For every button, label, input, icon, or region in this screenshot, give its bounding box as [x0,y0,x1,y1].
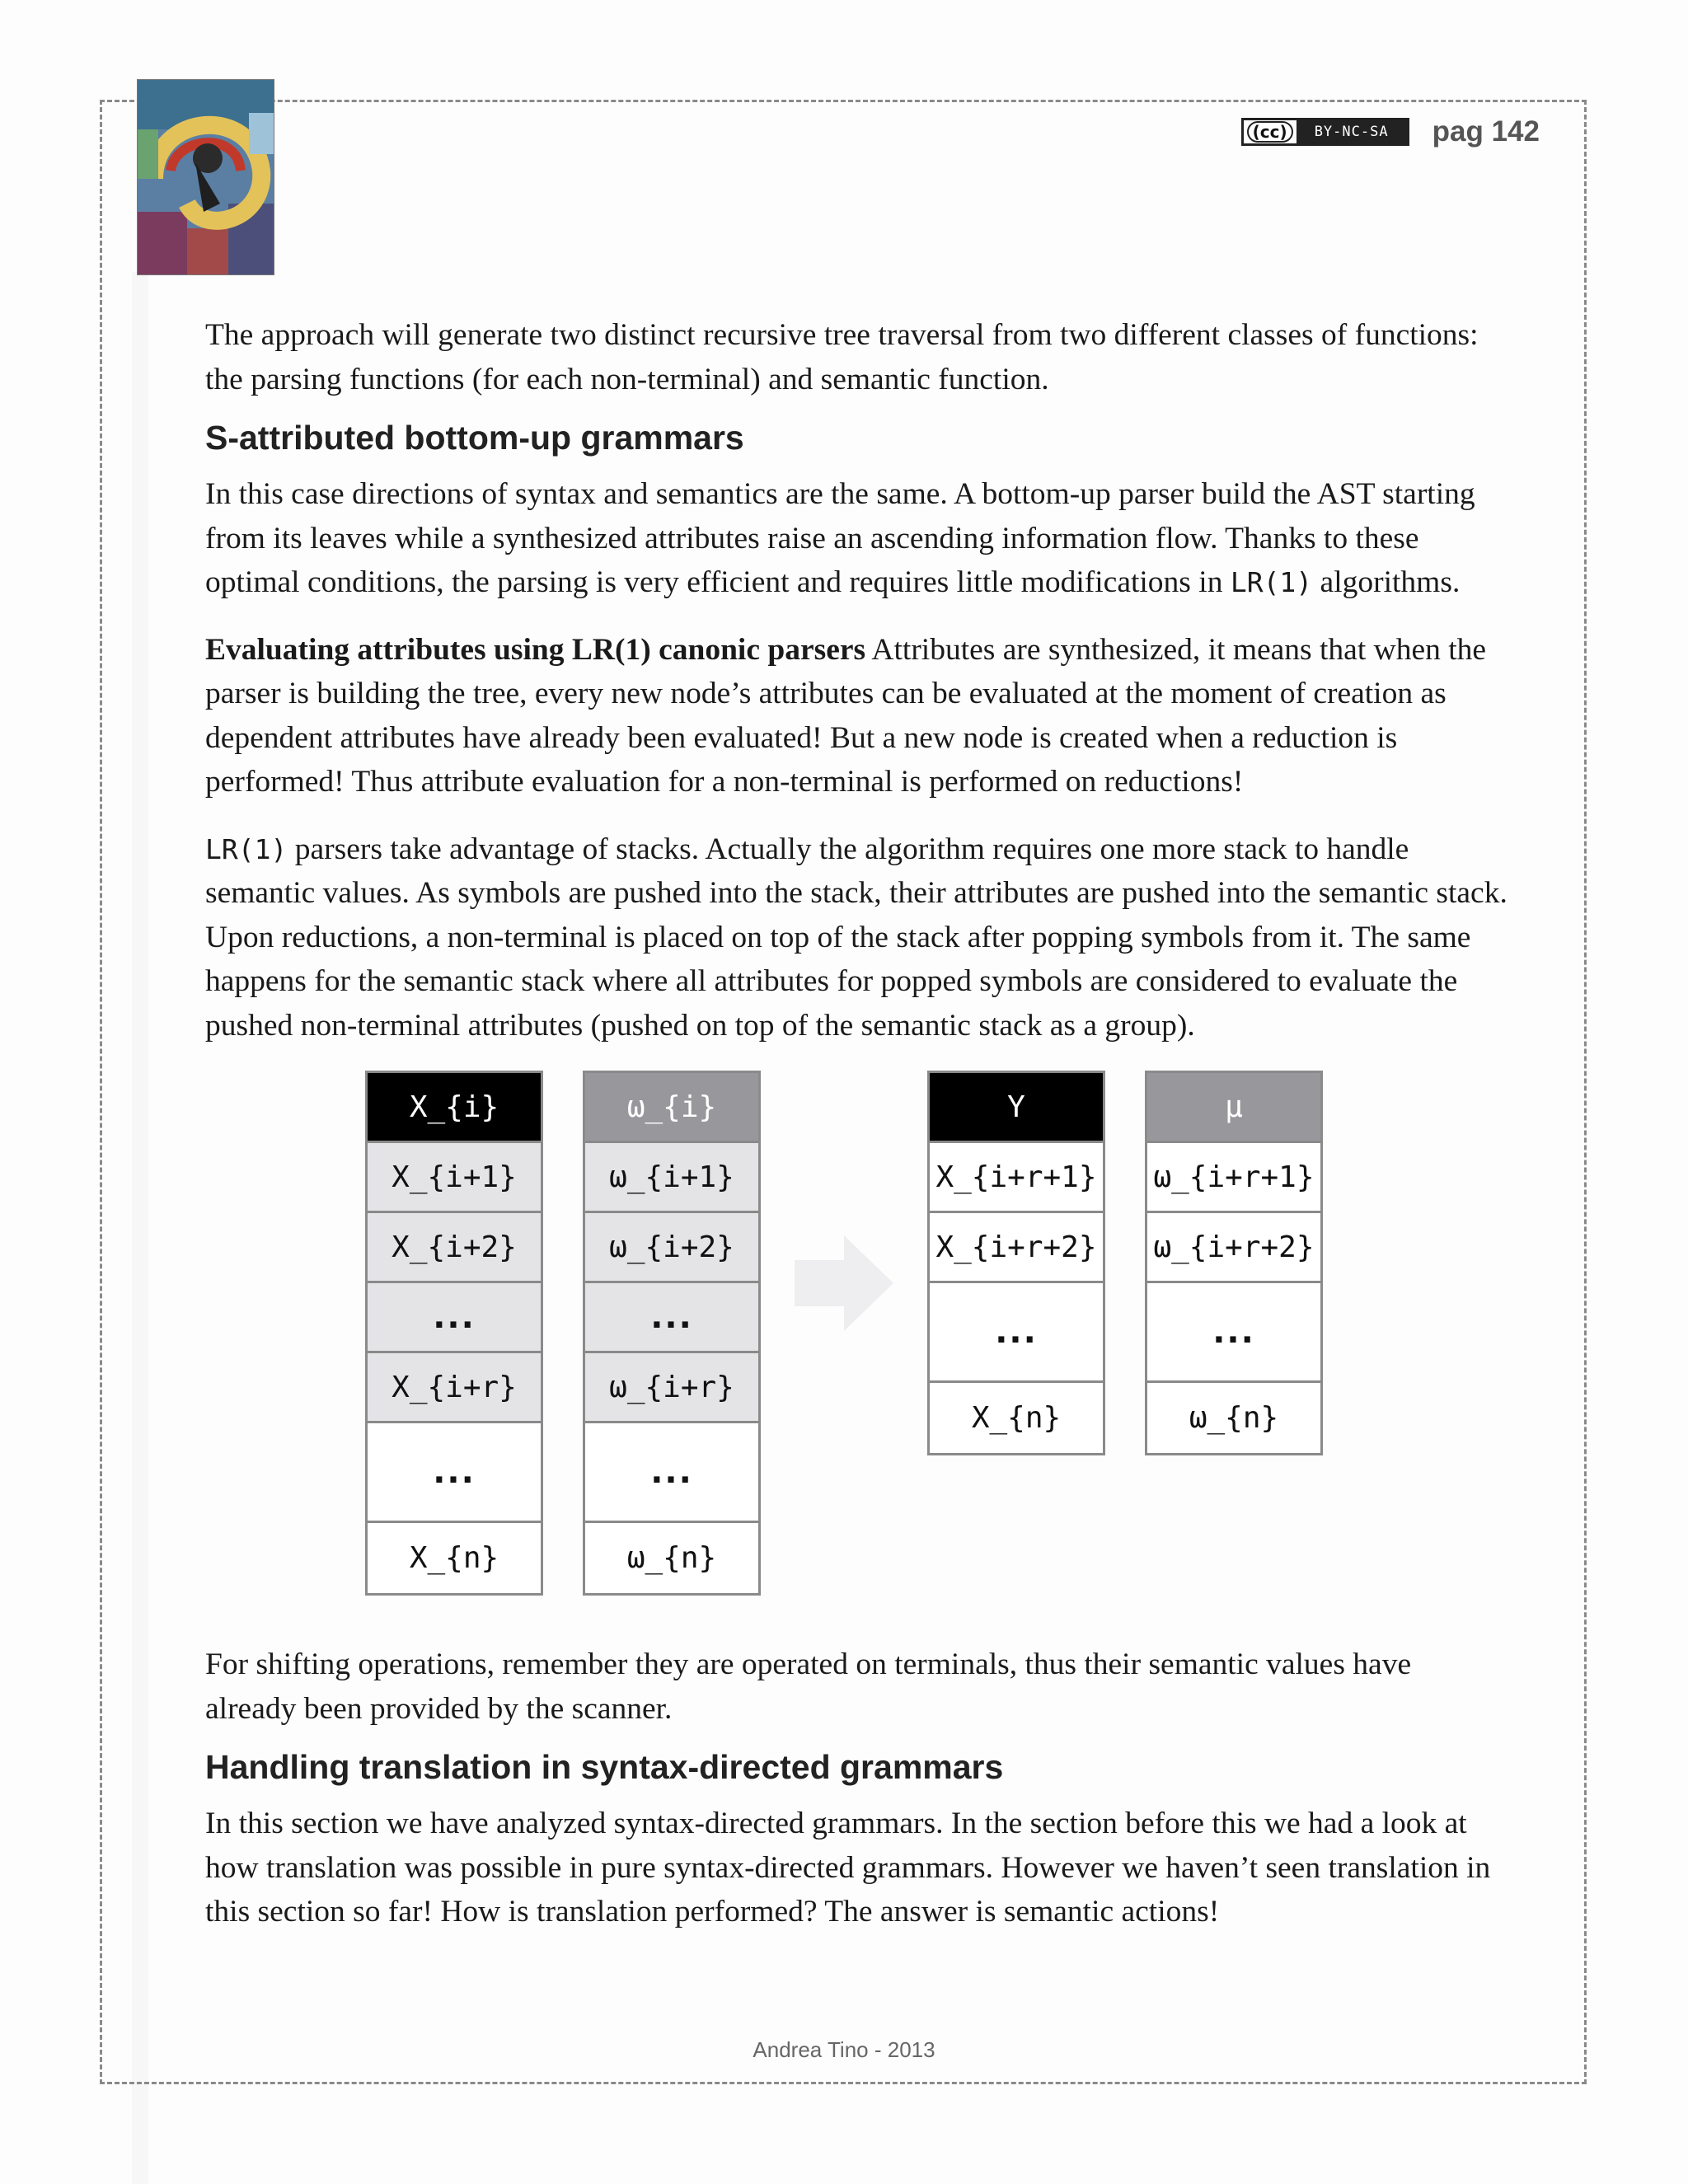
stack-reduction-diagram [205,1071,1507,1615]
stack-cell: Y [930,1073,1103,1143]
stack-cell: X_{n} [971,1401,1062,1435]
stack-cell: ω_{i+1} [585,1143,758,1213]
stack-cell: X_{i+2} [368,1213,541,1283]
stack-cell: μ [1147,1073,1320,1143]
symbol-stack-after [927,1071,1105,1455]
page-number: pag 142 [1432,115,1540,148]
right-arrow-icon [795,1235,893,1331]
stack-cell: X_{i} [368,1073,541,1143]
paragraph-text: parsers take advantage of stacks. Actually the algorithm requires one more stack to handle semantic values. As symbols are pushed into the stack, their attributes are pushed into the semantic stack. Upon reductions, a non-terminal is placed on top of the stack after popping symbols from it. The same happens for the semantic stack where all attributes for popped symbols are considered to evaluate the pushed non-terminal attributes (pushed on top of the semantic stack as a group). [205,832,1507,1043]
stack-cell-ellipsis: ... [1147,1283,1320,1383]
section-heading-s-attributed: S-attributed bottom-up grammars [205,419,744,457]
paragraph-shifting: For shifting operations, remember they are operated on terminals, thus their semantic values have already been provided by the scanner. [205,1647,1412,1726]
stack-cell-ellipsis: ... [930,1283,1103,1383]
stack-cell: X_{i+r} [368,1353,541,1423]
paragraph-text: In this case directions of syntax and semantics are the same. A bottom-up parser build the AST starting from its leaves while a synthesized attributes raise an ascending information flow. Thanks to these optimal conditions, the parsing is very efficient and requires little modifications in [205,477,1475,599]
symbol-stack-before [365,1071,543,1596]
inline-code: LR(1) [205,832,288,865]
paragraph-text: Attributes are synthesized, it means that when the parser is building the tree, every new node’s attributes can be evaluated at the moment of creation as dependent attributes have already been evaluated! But a new node is created when a reduction is performed! Thus attribute evaluation for a non-terminal is performed on reductions! [205,632,1487,799]
stack-cell-ellipsis: ... [368,1283,541,1353]
cover-artwork-icon [138,80,274,274]
paragraph-text: algorithms. [1312,565,1461,599]
paragraph-translation: In this section we have analyzed syntax-directed grammars. In the section before this we had a look at how translation was possible in pure syntax-directed grammars. However we haven’t seen translation in this section so far! How is translation performed? The answer is semantic actions! [205,1807,1491,1929]
stack-cell: ω_{i+r+2} [1147,1213,1320,1283]
license-badge[interactable] [1241,118,1409,146]
page-header [1241,115,1540,148]
stack-cell-ellipsis: ... [585,1283,758,1353]
inline-code: LR(1) [1230,566,1313,598]
stack-cell: X_{n} [409,1541,499,1575]
run-in-heading: Evaluating attributes using LR(1) canonic parsers [205,632,866,667]
paragraph-evaluating-attributes [205,628,1507,804]
page-footer: Andrea Tino - 2013 [753,2037,935,2062]
page-content [205,313,1507,1957]
stack-cell: ω_{i} [585,1073,758,1143]
creative-commons-icon: (cc) [1247,121,1293,143]
cover-thumbnail [137,79,274,275]
license-label: BY-NC-SA [1296,120,1407,143]
stack-cell-ellipsis: ... [368,1423,541,1523]
stack-cell: ω_{n} [626,1541,717,1575]
section-heading-translation: Handling translation in syntax-directed grammars [205,1748,1004,1786]
semantic-stack-after [1145,1071,1323,1455]
stack-cell-ellipsis: ... [585,1423,758,1523]
stack-cell: X_{i+1} [368,1143,541,1213]
stack-cell: X_{i+r+1} [930,1143,1103,1213]
paragraph-lr-stacks [205,827,1507,1048]
stack-cell: ω_{n} [1189,1401,1279,1435]
semantic-stack-before [583,1071,761,1596]
stack-cell: X_{i+r+2} [930,1213,1103,1283]
stack-cell: ω_{i+2} [585,1213,758,1283]
paragraph-bottom-up [205,472,1507,605]
intro-paragraph: The approach will generate two distinct recursive tree traversal from two different classes of functions: the parsing functions (for each non-terminal) and semantic function. [205,318,1479,396]
stack-cell: ω_{i+r+1} [1147,1143,1320,1213]
stack-cell: ω_{i+r} [585,1353,758,1423]
